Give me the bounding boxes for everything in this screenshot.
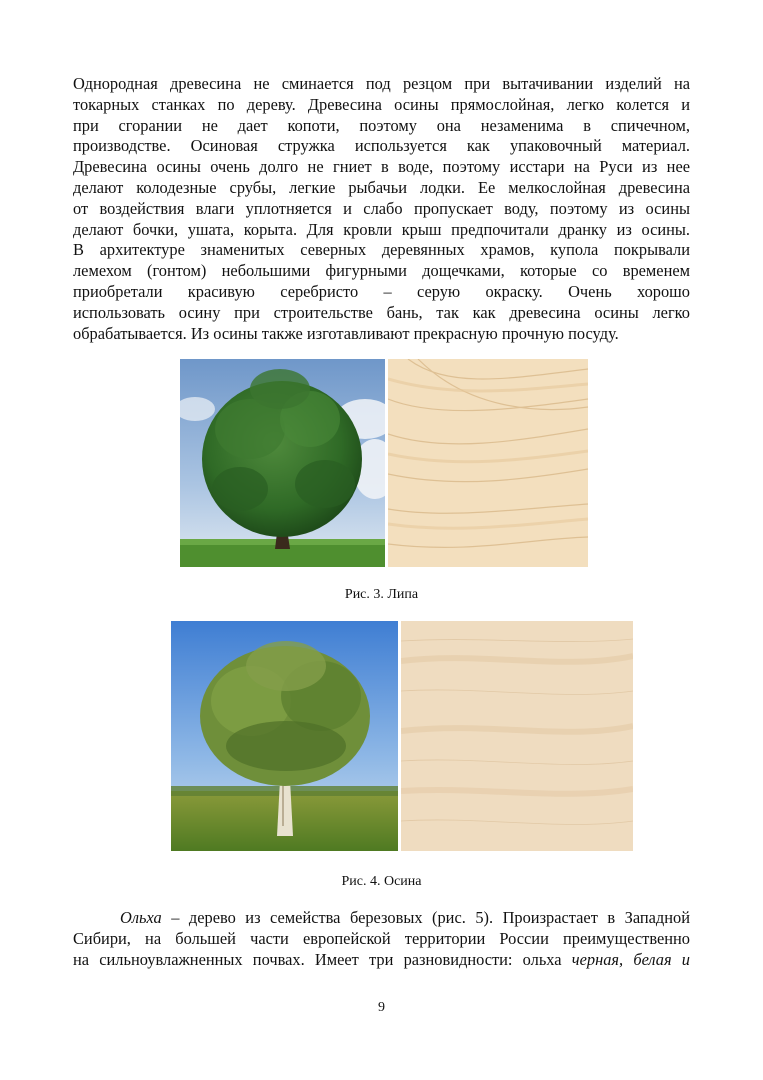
text-line: при сгорании не дает копоти, поэтому она незаменима в спичечном, (73, 115, 690, 135)
text-line: делают бочки, ушата, корыта. Для кровли крыш предпочитали дранку из осины. (73, 219, 690, 239)
figure-caption-aspen: Рис. 4. Осина (341, 874, 422, 889)
text-line: Древесина осины очень долго не гниет в воде, поэтому исстари на Руси из нее (73, 157, 690, 177)
linden-wood-texture (388, 359, 588, 567)
text-line (73, 950, 690, 971)
figure-linden (180, 359, 588, 567)
body-paragraph-aspen (73, 74, 690, 344)
text-line: обрабатывается. Из осины также изготавливают прекрасную прочную посуду. (73, 323, 619, 343)
text-line: производстве. Осиновая стружка используется как упаковочный материал. (73, 136, 690, 156)
aspen-tree-photo (171, 621, 398, 851)
text-line: В архитектуре знаменитых северных деревянных храмов, купола покрывали (73, 240, 690, 260)
figure-caption-linden: Рис. 3. Липа (344, 587, 419, 602)
text-line: токарных станках по дереву. Древесина осины прямослойная, легко колется и (73, 94, 690, 114)
text-line: лемехом (гонтом) небольшими фигурными дощечками, которые со временем (73, 261, 690, 281)
figure-aspen (171, 621, 633, 851)
text-fragment: на сильноувлажненных почвах. Имеет три разновидности: ольха (73, 949, 572, 969)
linden-tree-photo (180, 359, 385, 567)
text-line: использовать осину при строительстве бань, так как древесина осины легко (73, 302, 690, 322)
alder-varieties: черная, белая и (571, 949, 691, 969)
text-line: приобретали красивую серебристо – серую окраску. Очень хорошо (73, 281, 690, 301)
page-number: 9 (378, 1000, 385, 1015)
text-line: от воздействия влаги уплотняется и слабо пропускает воду, поэтому из осины (73, 198, 690, 218)
text-line (73, 908, 690, 929)
text-fragment: – дерево из семейства березовых (рис. 5). Произрастает в Западной (161, 908, 690, 927)
text-line: Сибири, на большей части европейской территории России преимущественно (73, 928, 690, 948)
text-line: делают колодезные срубы, легкие рыбачьи лодки. Ее мелкослойная древесина (73, 177, 690, 197)
text-line: Однородная древесина не сминается под резцом при вытачивании изделий на (73, 74, 690, 93)
aspen-wood-texture (401, 621, 633, 851)
body-paragraph-alder (73, 908, 690, 970)
term-alder: Ольха (120, 908, 162, 927)
